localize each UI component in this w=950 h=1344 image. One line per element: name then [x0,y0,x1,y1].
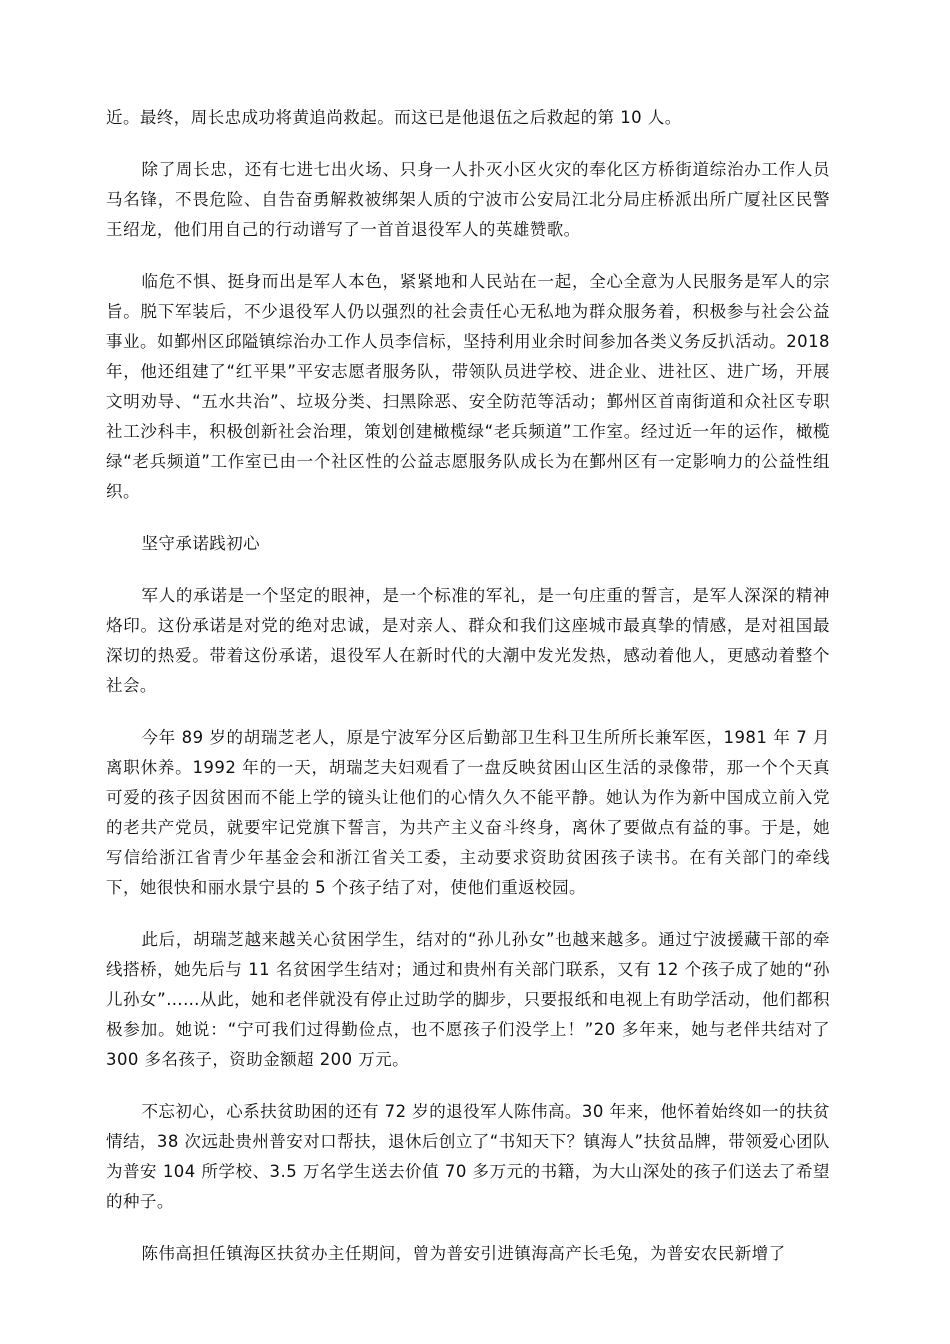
paragraph-volunteer-service: 临危不惧、挺身而出是军人本色，紧紧地和人民站在一起，全心全意为人民服务是军人的宗旨。脱下军装后，不少退役军人仍以强烈的社会责任心无私地为群众服务着，积极参与社会公益事业。如鄞州区邱隘镇综治办工作人员李信标，坚持利用业余时间参加各类义务反扒活动。2018 年，他还组建了“红平果”平安志愿者服务队，带领队员进学校、进企业、进社区、进广场，开展文明劝导、“五水共治”、垃圾分类、扫黑除恶、安全防范等活动；鄞州区首南街道和众社区专职社工沙科丰，积极创新社会治理，策划创建橄榄绿“老兵频道”工作室。经过近一年的运作，橄榄绿“老兵频道”工作室已由一个社区性的公益志愿服务队成长为在鄞州区有一定影响力的公益性组织。 [106,272,830,501]
paragraph-soldier-promise: 军人的承诺是一个坚定的眼神，是一个标准的军礼，是一句庄重的誓言，是军人深深的精神烙印。这份承诺是对党的绝对忠诚，是对亲人、群众和我们这座城市最真挚的情感，是对祖国最深切的热爱。带着这份承诺，退役军人在新时代的大潮中发光发热，感动着他人，更感动着整个社会。 [106,586,830,695]
paragraph-hu-ruizhi: 今年 89 岁的胡瑞芝老人，原是宁波军分区后勤部卫生科卫生所所长兼军医，1981 年 7 月离职休养。1992 年的一天，胡瑞芝夫妇观看了一盘反映贫困山区生活的录像带，那一个个天真可爱的孩子因贫困而不能上学的镜头让他们的心情久久不能平静。她认为作为新中国成立前入党的老共产党员，就要牢记党旗下誓言，为共产主义奋斗终身，离休了要做点有益的事。于是，她写信给浙江省青少年基金会和浙江省关工委，主动要求资助贫困孩子读书。在有关部门的牵线下，她很快和丽水景宁县的 5 个孩子结了对，使他们重返校园。 [106,728,830,897]
paragraph-continuation: 近。最终，周长忠成功将黄追尚救起。而这已是他退伍之后救起的第 10 人。 [106,108,682,127]
paragraph-heroes: 除了周长忠，还有七进七出火场、只身一人扑灭小区火灾的奉化区方桥街道综治办工作人员马名锋，不畏危险、自告奋勇解救被绑架人质的宁波市公安局江北分局庄桥派出所广厦社区民警王绍龙，他们用自己的行动谱写了一首首退役军人的英雄赞歌。 [106,160,830,239]
paragraph-chen-weigao: 不忘初心，心系扶贫助困的还有 72 岁的退役军人陈伟高。30 年来，他怀着始终如一的扶贫情结，38 次远赴贵州普安对口帮扶，退休后创立了“书知天下？镇海人”扶贫品牌，带领爱心团队为普安 104 所学校、3.5 万名学生送去价值 70 多万元的书籍，为大山深处的孩子们送去了希望的种子。 [106,1102,830,1211]
article-body [106,103,830,1291]
paragraph-hu-ruizhi-followup: 此后，胡瑞芝越来越关心贫困学生，结对的“孙儿孙女”也越来越多。通过宁波援藏干部的牵线搭桥，她先后与 11 名贫困学生结对；通过和贵州有关部门联系，又有 12 个孩子成了她的“孙儿孙女”……从此，她和老伴就没有停止过助学的脚步，只要报纸和电视上有助学活动，他们都积极参加。她说：“宁可我们过得勤俭点，也不愿孩子们没学上！”20 多年来，她与老伴共结对了 300 多名孩子，资助金额超 200 万元。 [106,930,830,1069]
paragraph-chen-weigao-office: 陈伟高担任镇海区扶贫办主任期间，曾为普安引进镇海高产长毛兔，为普安农民新增了 [141,1244,786,1263]
section-heading: 坚守承诺践初心 [141,534,261,553]
